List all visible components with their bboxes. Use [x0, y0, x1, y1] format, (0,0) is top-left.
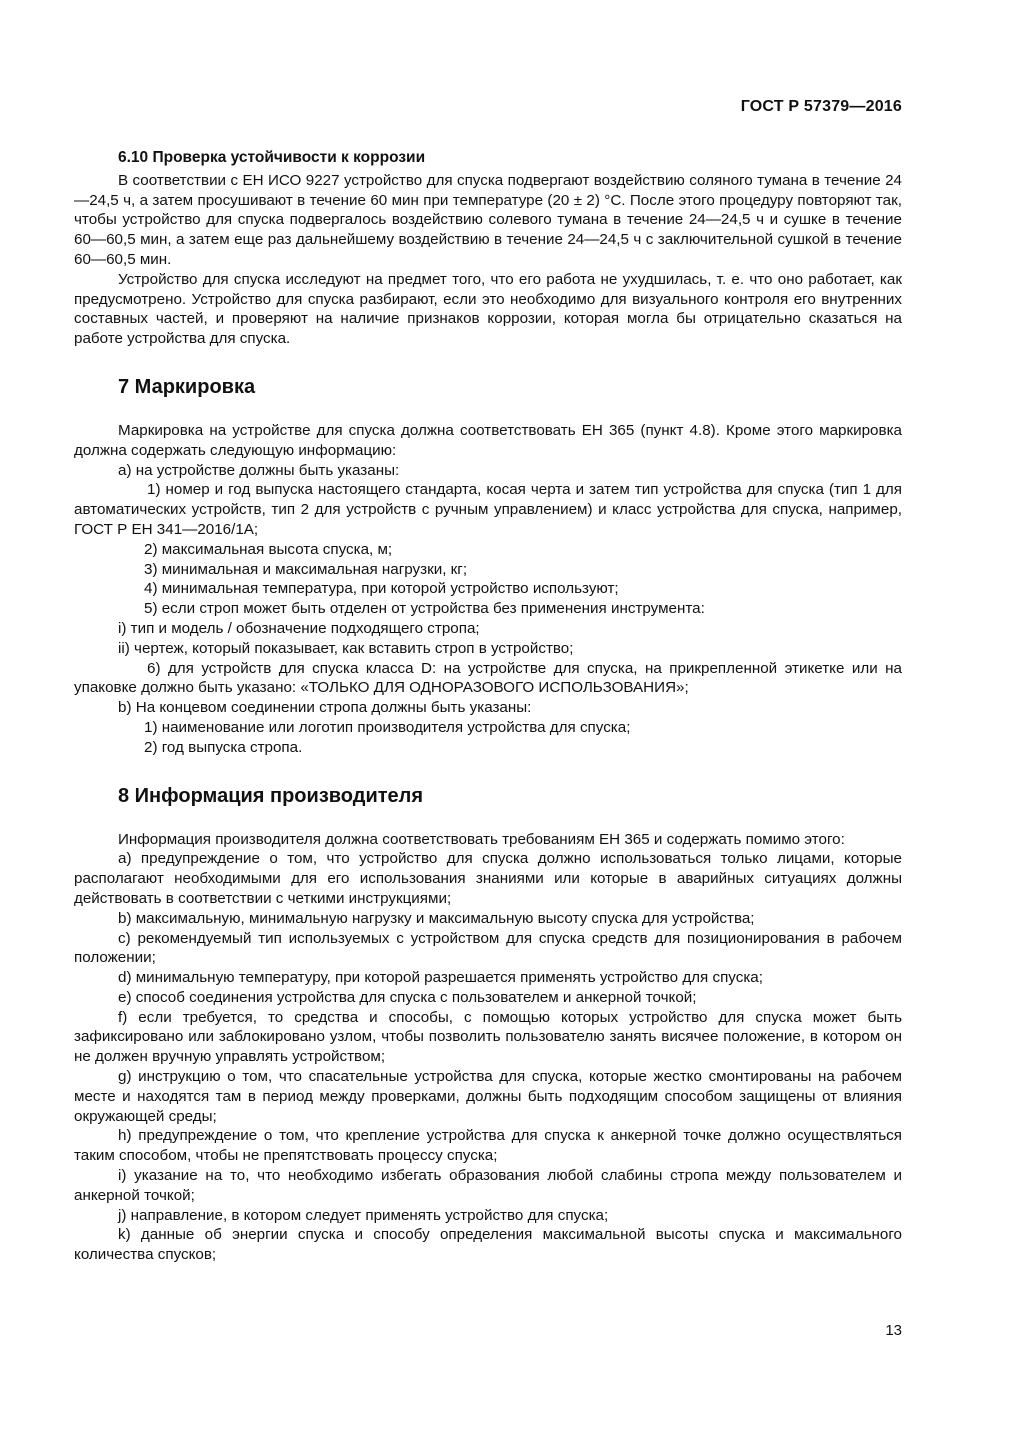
info-item-j: j) направление, в котором следует применять устройство для спуска;	[118, 1206, 609, 1224]
marking-item-a: а) на устройстве должны быть указаны:	[118, 461, 400, 479]
marking-item-b1: 1) наименование или логотип производителя устройства для спуска;	[144, 718, 631, 736]
page-number: 13	[885, 1322, 902, 1339]
section-7-title: 7 Маркировка	[118, 375, 256, 398]
marking-item-a6: 6) для устройств для спуска класса D: на устройстве для спуска, на прикрепленной этикетке или на упаковке должно быть указано: «ТОЛЬКО ДЛЯ ОДНОРАЗОВОГО ИСПОЛЬЗОВАНИЯ»;	[74, 659, 902, 697]
marking-item-b2: 2) год выпуска стропа.	[144, 738, 303, 756]
standard-header: ГОСТ Р 57379—2016	[740, 98, 902, 115]
section-6-10-title: 6.10 Проверка устойчивости к коррозии	[118, 149, 426, 166]
info-item-i: i) указание на то, что необходимо избегать образования любой слабины стропа между пользователем и анкерной точкой;	[74, 1167, 902, 1204]
marking-item-a5-i: i) тип и модель / обозначение подходящего стропа;	[118, 619, 480, 637]
section-8-intro: Информация производителя должна соответствовать требованиям ЕН 365 и содержать помимо этого:	[118, 830, 845, 848]
marking-item-a3: 3) минимальная и максимальная нагрузки, кг;	[144, 560, 468, 578]
info-item-a: а) предупреждение о том, что устройство для спуска должно использоваться только лицами, которые располагают необходимыми для его использования знаниями или которые в аварийных ситуациях должны действовать в соответствии с четкими инструкциями;	[74, 850, 902, 907]
page-content	[74, 148, 902, 1265]
marking-item-a5: 5) если строп может быть отделен от устройства без применения инструмента:	[144, 600, 705, 618]
info-item-b: b) максимальную, минимальную нагрузку и максимальную высоту спуска для устройства;	[118, 909, 755, 927]
info-item-f: f) если требуется, то средства и способы, с помощью которых устройство для спуска может быть зафиксировано или заблокировано узлом, чтобы позволить пользователю занять висячее положение, в котором он не должен вручную управлять устройством;	[74, 1008, 902, 1066]
marking-item-b: b) На концевом соединении стропа должны быть указаны:	[118, 699, 532, 717]
marking-item-a4: 4) минимальная температура, при которой устройство используют;	[144, 580, 619, 598]
info-item-c: с) рекомендуемый тип используемых с устройством для спуска средств для позиционирования в рабочем положении;	[74, 929, 902, 967]
section-6-10-paragraph-1: В соответствии с ЕН ИСО 9227 устройство для спуска подвергают воздействию соляного тумана в течение 24—24,5 ч, а затем просушивают в течение 60 мин при температуре (20 ± 2) °С. После этого процедуру повторяют так, чтобы устройство для спуска подвергалось воздействию солевого тумана в течение 24—24,5 ч и сушке в течение 60—60,5 мин, а затем еще раз дальнейшему воздействию в течение 24—24,5 ч с заключительной сушкой в течение 60—60,5 мин.	[74, 171, 902, 268]
marking-item-a1: 1) номер и год выпуска настоящего стандарта, косая черта и затем тип устройства для спуска (тип 1 для автоматических устройств, тип 2 для устройств с ручным управлением) и класс устройства для спуска, например, ГОСТ Р ЕН 341—2016/1А;	[74, 481, 902, 538]
marking-item-a2: 2) максимальная высота спуска, м;	[144, 540, 393, 558]
info-item-e: е) способ соединения устройства для спуска с пользователем и анкерной точкой;	[118, 988, 697, 1006]
info-item-g: g) инструкцию о том, что спасательные устройства для спуска, которые жестко смонтированы на рабочем месте и находятся там в период между проверками, должны быть подходящим способом защищены от влияния окружающей среды;	[74, 1068, 902, 1125]
info-item-d: d) минимальную температуру, при которой разрешается применять устройство для спуска;	[118, 969, 763, 987]
info-item-h: h) предупреждение о том, что крепление устройства для спуска к анкерной точке должно осуществляться таким способом, чтобы не препятствовать процессу спуска;	[74, 1127, 902, 1165]
section-7-intro: Маркировка на устройстве для спуска должна соответствовать ЕН 365 (пункт 4.8). Кроме этого маркировка должна содержать следующую информацию:	[74, 421, 902, 459]
section-6-10-paragraph-2: Устройство для спуска исследуют на предмет того, что его работа не ухудшилась, т. е. что оно работает, как предусмотрено. Устройство для спуска разбирают, если это необходимо для визуального контроля его внутренних составных частей, и проверяют на наличие признаков коррозии, которая могла бы отрицательно сказаться на работе устройства для спуска.	[74, 270, 902, 348]
section-8-title: 8 Информация производителя	[118, 784, 424, 807]
info-item-k: k) данные об энергии спуска и способу определения максимальной высоты спуска и максимального количества спусков;	[74, 1226, 902, 1264]
marking-item-a5-ii: ii) чертеж, который показывает, как вставить строп в устройство;	[118, 639, 574, 657]
